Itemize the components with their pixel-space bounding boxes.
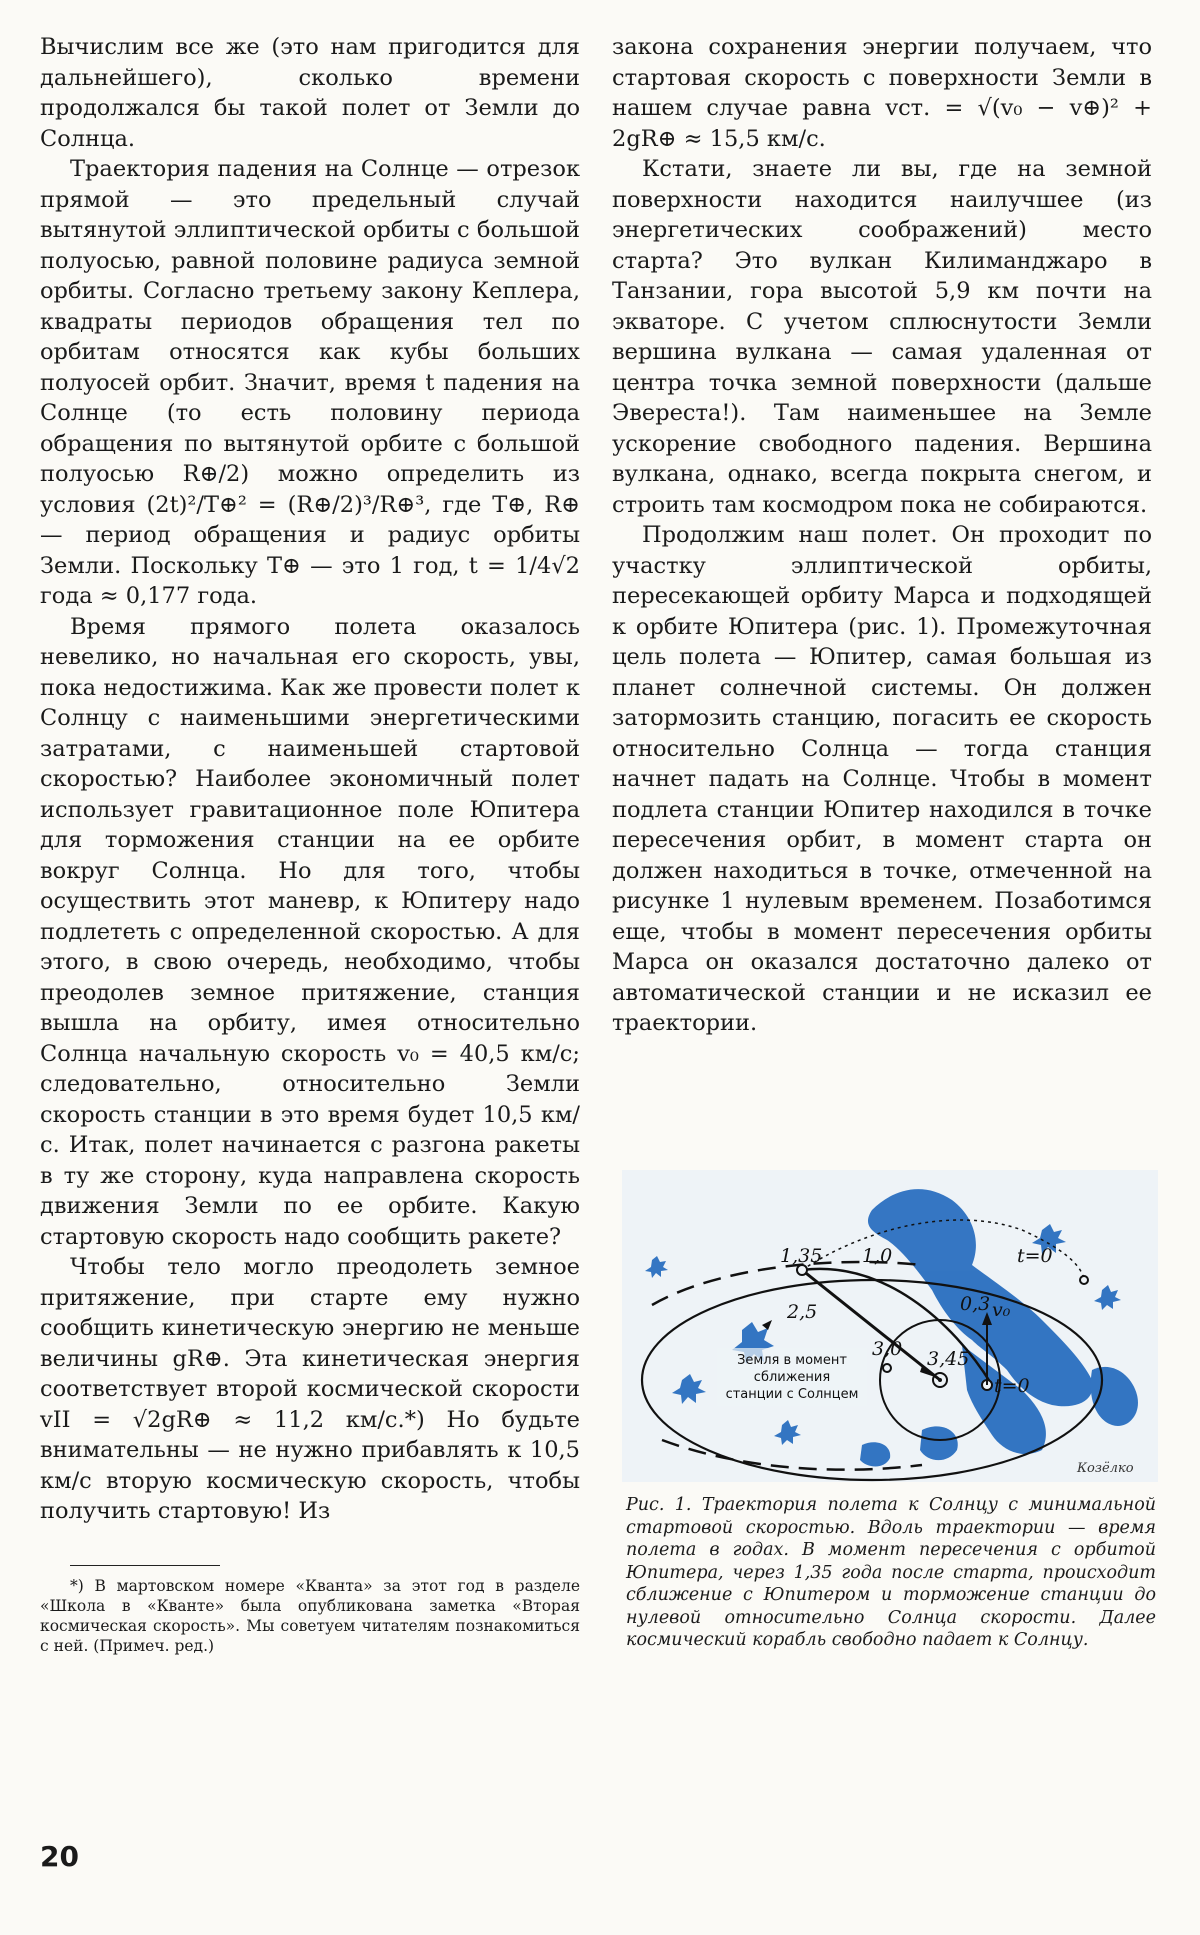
earth-note-line2: сближения	[753, 1370, 831, 1385]
paragraph: Вычислим все же (это нам пригодится для дальнейшего), сколько времени продолжался бы такой полет от Земли до Солнца.	[40, 34, 580, 152]
paragraph: Чтобы тело могло преодолеть земное притяжение, при старте ему нужно сообщить кинетическую энергию не меньше величины gR⊕. Эта кинетическая энергия соответствует второй космической скорости vII = √2gR⊕ ≈ 11,2 км/с.*) Но будьте внимательны — не нужно прибавлять к 10,5 км/с вторую космическую скорость, чтобы получить стартовую! Из	[40, 1254, 580, 1524]
footnote-divider	[70, 1565, 220, 1566]
figure-trajectory	[622, 1170, 1158, 1482]
label-30: 3,0	[872, 1338, 903, 1360]
paragraph: Время прямого полета оказалось невелико, но начальная его скорость, увы, пока недостижима. Как же провести полет к Солнцу с наименьшими энергетическими затратами, с наименьшей стартовой скоростью? Наиболее экономичный полет использует гравитационное поле Юпитера для торможения станции на ее орбите вокруг Солнца. Но для того, чтобы осуществить этот маневр, к Юпитеру надо подлететь с определенной скоростью. А для этого, в свою очередь, необходимо, чтобы преодолев земное притяжение, станция вышла на орбиту, имея относительно Солнца начальную скорость v₀ = 40,5 км/с; следовательно, относительно Земли скорость станции в это время будет 10,5 км/с. Итак, полет начинается с разгона ракеты в ту же сторону, куда направлена скорость движения Земли по ее орбите. Какую стартовую скорость надо сообщить ракете?	[40, 613, 580, 1250]
label-03: 0,3	[960, 1293, 991, 1315]
label-v0: v₀	[992, 1299, 1011, 1321]
marker-jupiter-start	[1080, 1276, 1088, 1284]
marker-30	[883, 1364, 891, 1372]
label-135: 1,35	[780, 1245, 823, 1267]
figure-caption: Рис. 1. Траектория полета к Солнцу с минимальной стартовой скоростью. Вдоль траектории — время полета в годах. В момент пересечения с орбитой Юпитера, через 1,35 года после старта, происходит сближение с Юпитером и торможение станции до нулевой относительно Солнца скорости. Далее космический корабль свободно падает к Солнцу.	[626, 1495, 1156, 1650]
label-t0-bottom: t=0	[994, 1375, 1030, 1397]
earth-note-line1: Земля в момент	[737, 1353, 847, 1368]
label-345: 3,45	[927, 1348, 970, 1370]
artist-signature: Козёлко	[1077, 1461, 1134, 1476]
label-10: 1,0	[862, 1245, 893, 1267]
paragraph: Кстати, знаете ли вы, где на земной поверхности находится наилучшее (из энергетических соображений) место старта? Это вулкан Килиманджаро в Танзании, гора высотой 5,9 км почти на экваторе. С учетом сплюснутости Земли вершина вулкана — самая удаленная от центра точка земной поверхности (дальше Эвереста!). Там наименьшее на Земле ускорение свободного падения. Вершина вулкана, однако, всегда покрыта снегом, и строить там космодром пока не собираются.	[612, 156, 1152, 518]
trajectory-diagram	[622, 1170, 1158, 1482]
label-25: 2,5	[787, 1301, 818, 1323]
left-column	[40, 32, 580, 1656]
right-column	[612, 32, 1152, 1039]
paragraph: Продолжим наш полет. Он проходит по участку эллиптической орбиты, пересекающей орбиту Марса и подходящей к орбите Юпитера (рис. 1). Промежуточная цель полета — Юпитер, самая большая из планет солнечной системы. Он должен затормозить станцию, погасить ее скорость относительно Солнца — тогда станция начнет падать на Солнце. Чтобы в момент подлета станции Юпитер находился в точке пересечения орбит, в момент старта он должен находиться в точке, отмеченной на рисунке 1 нулевым временем. Позаботимся еще, чтобы в момент пересечения орбиты Марса он оказался достаточно далеко от автоматической станции и не исказил ее траектории.	[612, 522, 1152, 1036]
earth-note-line3: станции с Солнцем	[725, 1387, 859, 1402]
paragraph: Траектория падения на Солнце — отрезок прямой — это предельный случай вытянутой эллиптической орбиты с большой полуосью, равной половине радиуса земной орбиты. Согласно третьему закону Кеплера, квадраты периодов обращения тел по орбитам относятся как кубы больших полуосей орбит. Значит, время t падения на Солнце (то есть половину периода обращения по вытянутой орбите с большой полуосью R⊕/2) можно определить из условия (2t)²/T⊕² = (R⊕/2)³/R⊕³, где T⊕, R⊕ — период обращения и радиус орбиты Земли. Поскольку T⊕ — это 1 год, t = 1/4√2 года ≈ 0,177 года.	[40, 156, 580, 609]
label-t0-top: t=0	[1017, 1245, 1053, 1267]
paragraph: закона сохранения энергии получаем, что стартовая скорость с поверхности Земли в нашем случае равна vст. = √(v₀ − v⊕)² + 2gR⊕ ≈ 15,5 км/с.	[612, 34, 1152, 152]
page-number: 20	[40, 1840, 79, 1873]
footnote: *) В мартовском номере «Кванта» за этот год в разделе «Школа в «Кванте» была опубликована заметка «Вторая космическая скорость». Мы советуем читателям познакомиться с ней. (Примеч. ред.)	[40, 1576, 580, 1655]
